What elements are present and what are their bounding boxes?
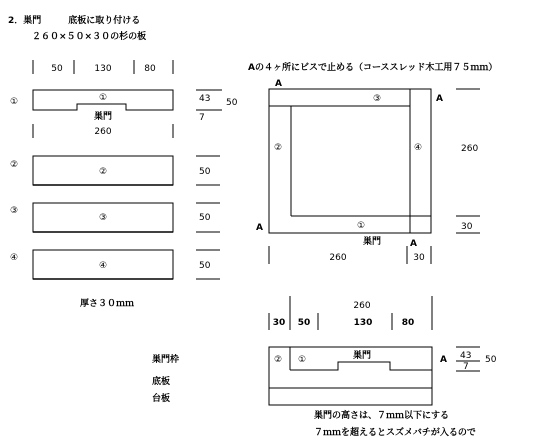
board1-h-top: 43	[199, 94, 211, 104]
frame-note: Aの４ヶ所にビスで止める（コーススレッド木工用７５ｍｍ）	[248, 63, 498, 73]
frame-piece-3: ③	[373, 94, 382, 104]
board1-slot-label: 巣門	[93, 112, 113, 122]
board3-dim: 50	[199, 213, 211, 223]
assembly-seg-130: 130	[353, 318, 373, 328]
assembly-seg-80: 80	[401, 318, 415, 328]
frame-corner-a-br: A	[410, 239, 417, 249]
assembly-piece-2: ②	[274, 355, 283, 365]
frame-piece-4: ④	[414, 143, 423, 153]
assembly-label-base: 台板	[152, 394, 171, 404]
frame-entrance-label: 巣門	[362, 237, 382, 247]
board1-h-bottom: 7	[199, 113, 205, 123]
assembly-seg-50: 50	[297, 318, 311, 328]
frame-thickness-right: 30	[461, 222, 473, 232]
assembly-h-top: 43	[460, 351, 472, 361]
board1-marker: ①	[10, 97, 19, 107]
header-title: 2．巣門 底板に取り付ける	[8, 16, 141, 26]
frame-corner-a-tl: A	[275, 79, 282, 89]
board1-h-total: 50	[226, 98, 238, 108]
frame-outline	[269, 89, 431, 233]
thickness-note: 厚さ３０ｍｍ	[80, 299, 135, 309]
header-subtitle: ２６０×５０×３０の杉の板	[32, 32, 147, 42]
top-dim-80: 80	[144, 64, 156, 74]
board4-marker: ④	[10, 253, 19, 263]
assembly-outline	[269, 347, 432, 405]
footnote-line2: ７ｍｍを超えるとスズメバチが入るので	[314, 428, 476, 438]
frame-piece-2: ②	[274, 143, 283, 153]
board3-label: ③	[98, 213, 108, 223]
footnote-line1: 巣門の高さは、７ｍｍ以下にする	[314, 411, 450, 421]
assembly-label-bottom: 底板	[152, 377, 171, 387]
assembly-h-bottom: 7	[463, 362, 469, 372]
frame-side-dim: 260	[461, 144, 479, 154]
board4-dim: 50	[199, 261, 211, 271]
assembly-piece-1: ①	[298, 355, 307, 365]
board3-marker: ③	[10, 206, 19, 216]
assembly-h-total: 50	[485, 355, 497, 365]
frame-bottom-dim: 260	[329, 253, 347, 263]
frame-thickness-bottom: 30	[413, 253, 425, 263]
assembly-entrance-label: 巣門	[352, 351, 372, 361]
frame-corner-a-tr: A	[436, 94, 443, 104]
frame-piece-1: ①	[357, 221, 366, 231]
assembly-seg-30: 30	[272, 318, 286, 328]
board1-label: ①	[98, 93, 108, 103]
assembly-entrance-slot	[290, 362, 432, 370]
top-dim-50: 50	[51, 64, 63, 74]
assembly-label-frame: 巣門枠	[152, 355, 180, 365]
board2-dim: 50	[199, 167, 211, 177]
board2-label: ②	[98, 167, 108, 177]
assembly-dim-top: 260	[353, 301, 371, 311]
board1-length: 260	[94, 127, 112, 137]
frame-corner-a-bl: A	[256, 223, 263, 233]
top-dim-130: 130	[94, 64, 112, 74]
assembly-corner-a: A	[440, 355, 447, 365]
board2-marker: ②	[10, 160, 19, 170]
board4-label: ④	[98, 261, 108, 271]
